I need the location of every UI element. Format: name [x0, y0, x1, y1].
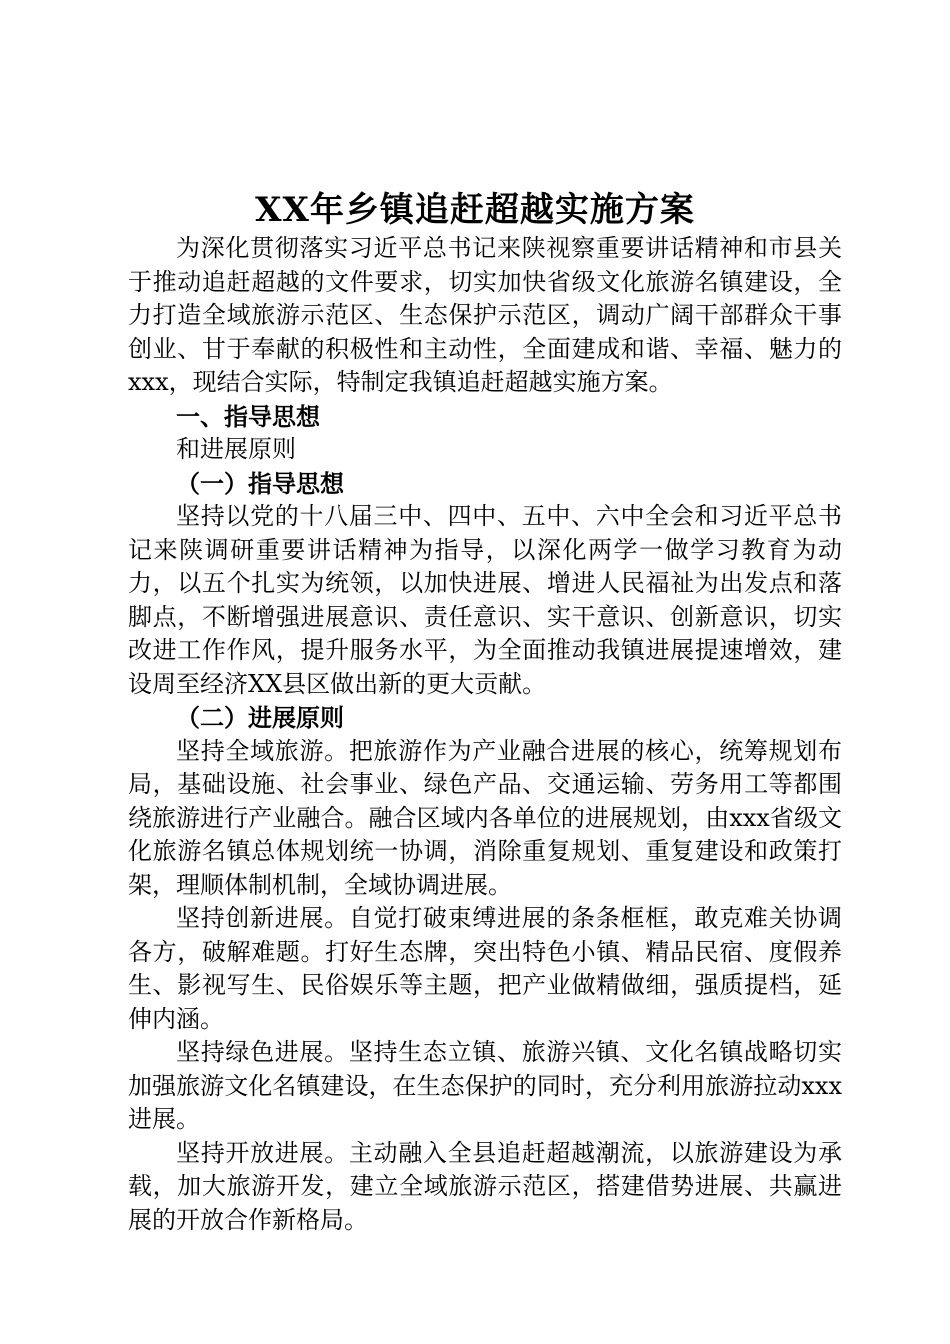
principle-paragraph-open: 坚持开放进展。主动融入全县追赶超越潮流，以旅游建设为承载，加大旅游开发，建立全域旅游示范区，搭建借势进展、共赢进展的开放合作新格局。	[128, 1138, 842, 1234]
subsection-heading-principles: （二）进展原则	[176, 703, 344, 732]
document-body	[128, 232, 842, 1237]
subsection-heading-guiding-thought: （一）指导思想	[176, 468, 344, 498]
intro-paragraph: 为深化贯彻落实习近平总书记来陕视察重要讲话精神和市县关于推动追赶超越的文件要求，切实加快省级文化旅游名镇建设，全力打造全域旅游示范区、生态保护示范区，调动广阔干部群众干事创业、甘于奉献的积极性和主动性，全面建成和谐、幸福、魅力的xxx，现结合实际，特制定我镇追赶超越实施方案。	[128, 234, 842, 396]
principle-paragraph-innovation: 坚持创新进展。自觉打破束缚进展的条条框框，敢克难关协调各方，破解难题。打好生态牌，突出特色小镇、精品民宿、度假养生、影视写生、民俗娱乐等主题，把产业做精做细，强质提档，延伸内涵。	[128, 904, 842, 1033]
section-heading-guiding-thought: 一、指导思想	[176, 401, 320, 431]
document-title: XX年乡镇追赶超越实施方案	[255, 190, 695, 230]
principle-paragraph-green: 坚持绿色进展。坚持生态立镇、旅游兴镇、文化名镇战略切实加强旅游文化名镇建设，在生态保护的同时，充分利用旅游拉动xxx进展。	[128, 1038, 842, 1133]
guiding-thought-paragraph: 坚持以党的十八届三中、四中、五中、六中全会和习近平总书记来陕调研重要讲话精神为指导，以深化两学一做学习教育为动力，以五个扎实为统领，以加快进展、增进人民福祉为出发点和落脚点，不断增强进展意识、责任意识、实干意识、创新意识，切实改进工作作风，提升服务水平，为全面推动我镇进展提速增效，建设周至经济XX县区做出新的更大贡献。	[128, 502, 842, 698]
principle-paragraph-global-tourism: 坚持全域旅游。把旅游作为产业融合进展的核心，统筹规划布局，基础设施、社会事业、绿色产品、交通运输、劳务用工等都围绕旅游进行产业融合。融合区域内各单位的进展规划，由xxx省级文化旅游名镇总体规划统一协调，消除重复规划、重复建设和政策打架，理顺体制机制，全域协调进展。	[128, 736, 842, 899]
section-heading-continuation: 和进展原则	[176, 435, 296, 463]
